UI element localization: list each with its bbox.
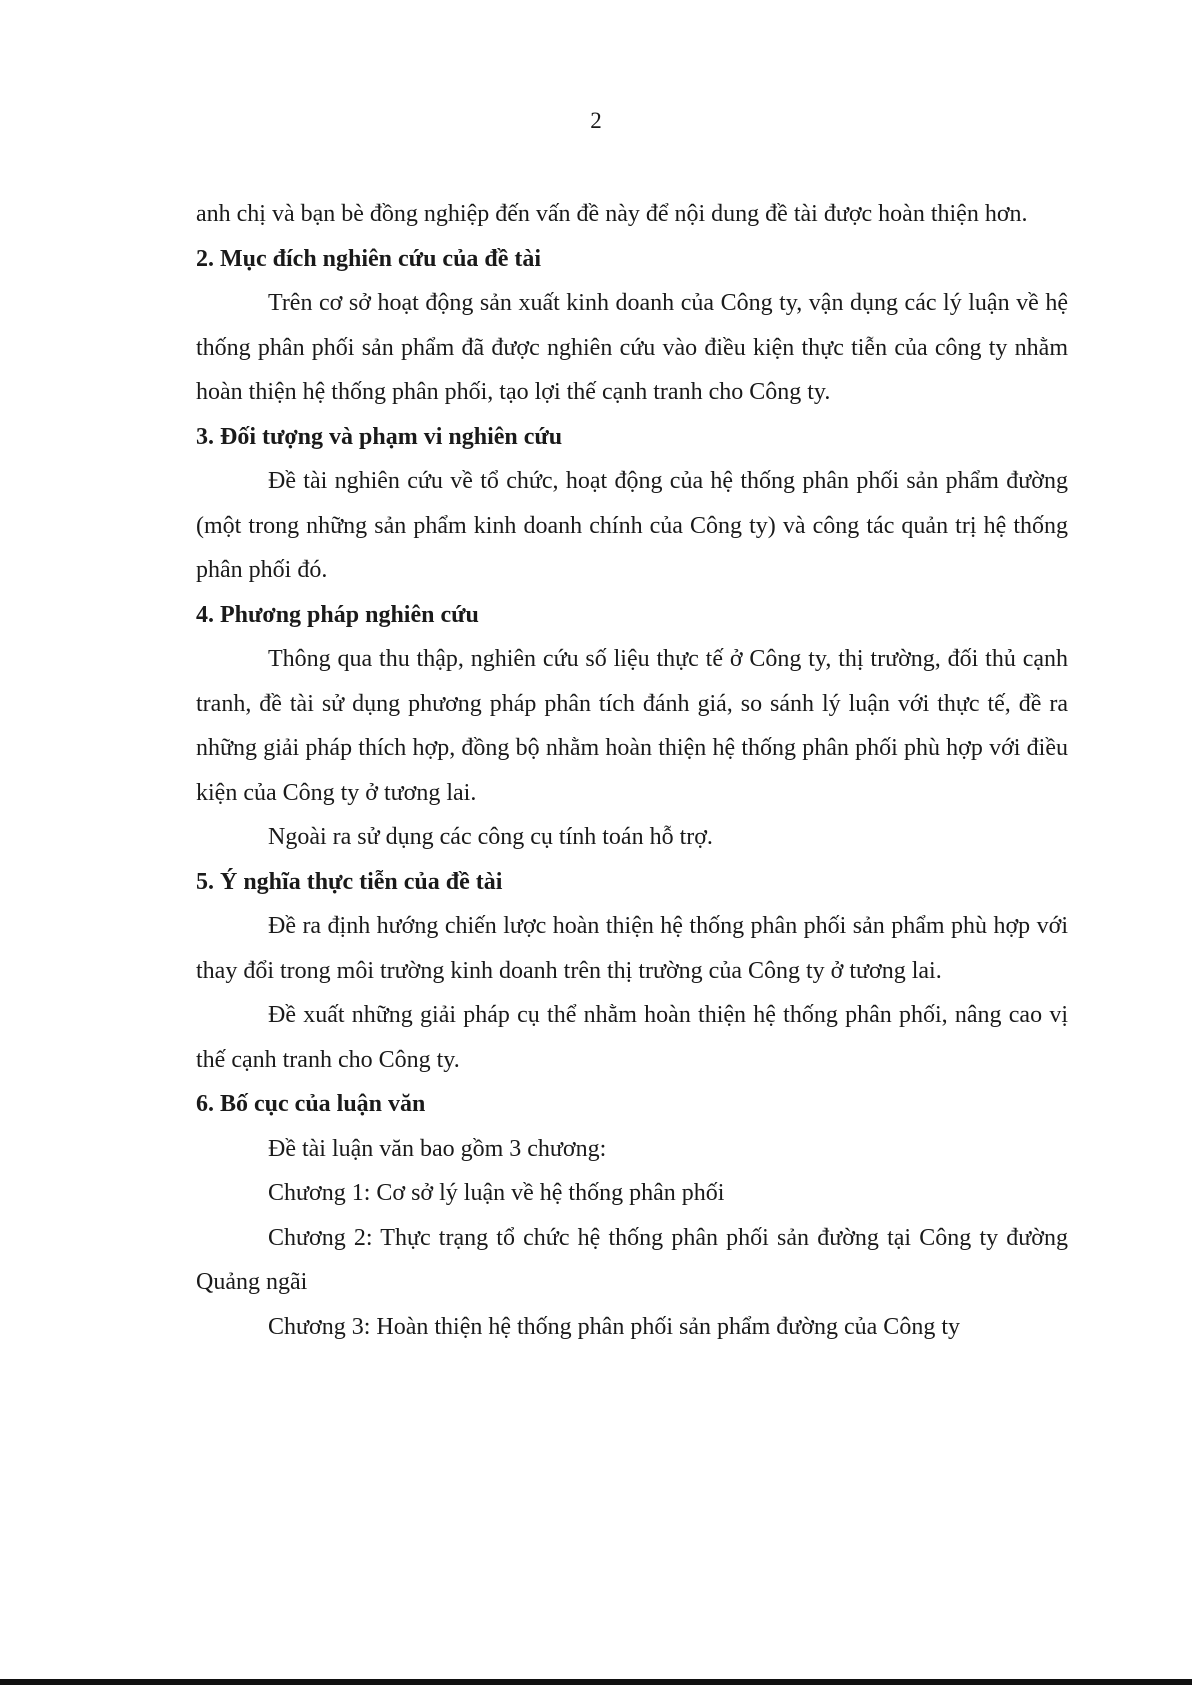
section-heading-purpose: 2. Mục đích nghiên cứu của đề tài [196,245,542,272]
chapter-2-line: Chương 2: Thực trạng tổ chức hệ thống phân phối sản đường tại Công ty đường Quảng ngãi [196,1224,1068,1295]
scope-paragraph: Đề tài nghiên cứu về tổ chức, hoạt động của hệ thống phân phối sản phẩm đường (một trong những sản phẩm kinh doanh chính của Công ty) và công tác quản trị hệ thống phân phối đó. [196,468,1068,583]
chapter-1-line: Chương 1: Cơ sở lý luận về hệ thống phân phối [268,1180,725,1206]
section-heading-method: 4. Phương pháp nghiên cứu [196,601,479,628]
page-bottom-edge [0,1679,1192,1685]
structure-intro-paragraph: Đề tài luận văn bao gồm 3 chương: [268,1135,607,1162]
section-heading-significance: 5. Ý nghĩa thực tiễn của đề tài [196,868,503,895]
significance-paragraph: Đề ra định hướng chiến lược hoàn thiện hệ thống phân phối sản phẩm phù hợp với thay đổi trong môi trường kinh doanh trên thị trường của Công ty ở tương lai. [196,913,1068,984]
section-heading-structure: 6. Bố cục của luận văn [196,1091,426,1117]
method-tools-paragraph: Ngoài ra sử dụng các công cụ tính toán hỗ trợ. [268,824,713,850]
document-body [196,192,1068,1349]
section-heading-scope: 3. Đối tượng và phạm vi nghiên cứu [196,423,563,450]
intro-continuation-paragraph: anh chị và bạn bè đồng nghiệp đến vấn đề này để nội dung đề tài được hoàn thiện hơn. [196,201,1028,227]
method-paragraph: Thông qua thu thập, nghiên cứu số liệu thực tế ở Công ty, thị trường, đối thủ cạnh tranh, đề tài sử dụng phương pháp phân tích đánh giá, so sánh lý luận với thực tế, đề ra những giải pháp thích hợp, đồng bộ nhằm hoàn thiện hệ thống phân phối phù hợp với điều kiện của Công ty ở tương lai. [196,646,1068,806]
significance-solutions-paragraph: Đề xuất những giải pháp cụ thể nhằm hoàn thiện hệ thống phân phối, nâng cao vị thế cạnh tranh cho Công ty. [196,1002,1068,1073]
chapter-3-line: Chương 3: Hoàn thiện hệ thống phân phối sản phẩm đường của Công ty [268,1313,960,1340]
page-number: 2 [590,108,602,133]
purpose-paragraph: Trên cơ sở hoạt động sản xuất kinh doanh của Công ty, vận dụng các lý luận về hệ thống phân phối sản phẩm đã được nghiên cứu vào điều kiện thực tiễn của công ty nhằm hoàn thiện hệ thống phân phối, tạo lợi thế cạnh tranh cho Công ty. [196,290,1068,405]
